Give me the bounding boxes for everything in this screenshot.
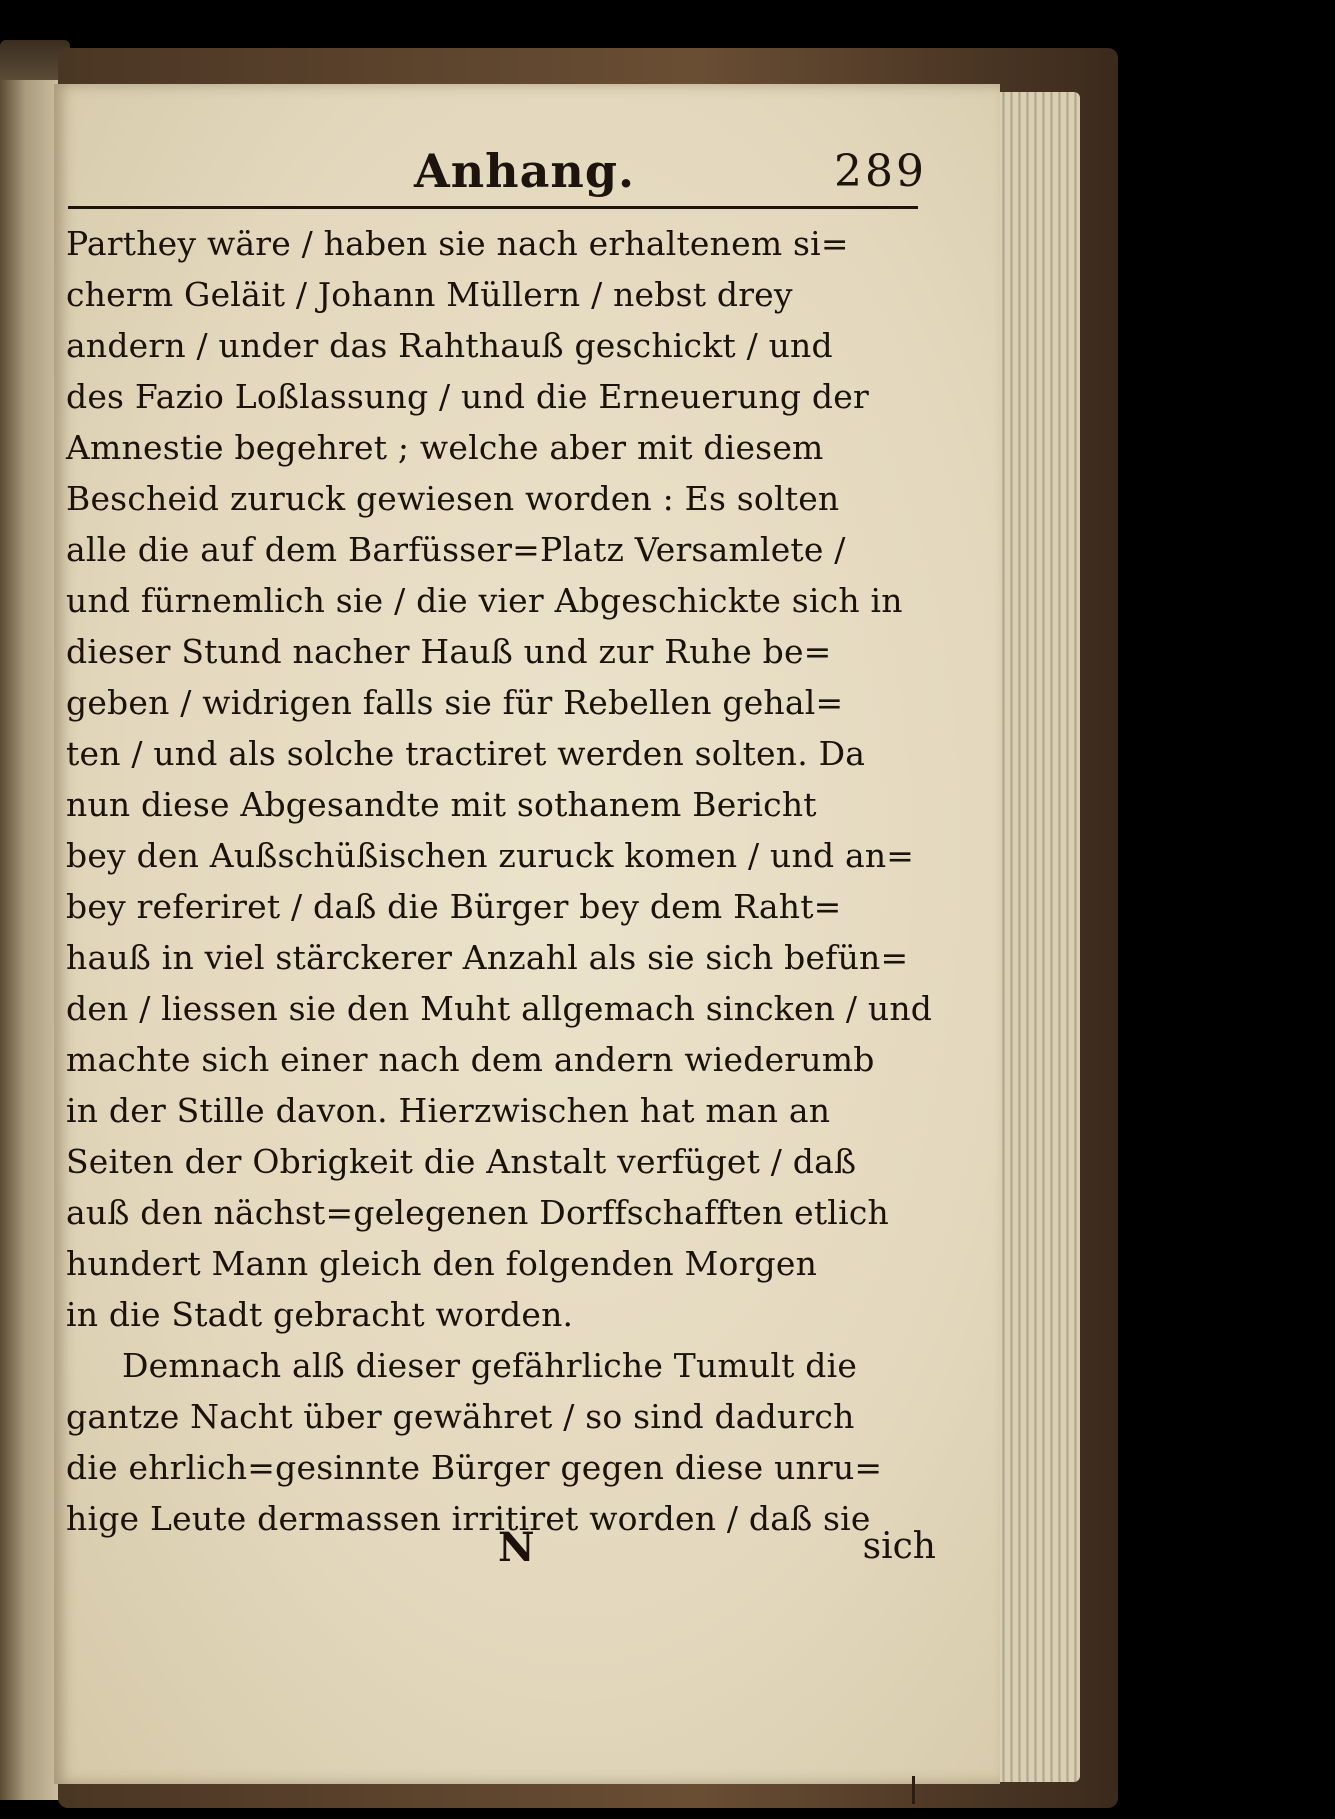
text-line: die ehrlich=gesinnte Bürger gegen diese unru=	[66, 1448, 883, 1487]
facing-page-edge	[0, 80, 62, 1800]
text-line: und fürnemlich sie / die vier Abgeschickte sich in	[66, 581, 903, 620]
text-line: den / liessen sie den Muht allgemach sincken / und	[66, 989, 933, 1028]
text-line: nun diese Abgesandte mit sothanem Bericht	[66, 785, 817, 824]
text-line: Demnach alß dieser gefährliche Tumult die	[122, 1346, 858, 1385]
running-head-title: Anhang.	[414, 144, 636, 198]
text-line: machte sich einer nach dem andern wiederumb	[66, 1040, 875, 1079]
text-line: dieser Stund nacher Hauß und zur Ruhe be=	[66, 632, 832, 671]
signature-mark: N	[498, 1524, 535, 1571]
text-line: cherm Geläit / Johann Müllern / nebst drey	[66, 275, 793, 314]
text-line: in der Stille davon. Hierzwischen hat man an	[66, 1091, 831, 1130]
text-line: alle die auf dem Barfüsser=Platz Versamlete /	[66, 530, 846, 569]
text-line: andern / under das Rahthauß geschickt / und	[66, 326, 833, 365]
body-text	[66, 218, 946, 1544]
page-number: 289	[834, 146, 927, 197]
text-line: Amnestie begehret ; welche aber mit diesem	[66, 428, 824, 467]
text-line: in die Stadt gebracht worden.	[66, 1295, 574, 1334]
running-head	[414, 144, 954, 204]
page-edge-tick	[912, 1776, 915, 1804]
text-line: Seiten der Obrigkeit die Anstalt verfüget / daß	[66, 1142, 857, 1181]
text-line: hundert Mann gleich den folgenden Morgen	[66, 1244, 818, 1283]
text-line: Bescheid zuruck gewiesen worden : Es solten	[66, 479, 840, 518]
text-line: bey den Außschüßischen zuruck komen / und an=	[66, 836, 915, 875]
footer-line	[66, 1524, 936, 1584]
text-line: hige Leute dermassen irritiret worden / daß sie	[66, 1499, 871, 1538]
text-line: Parthey wäre / haben sie nach erhaltenem si=	[66, 224, 849, 263]
book-page	[54, 84, 1000, 1784]
text-line: gantze Nacht über gewähret / so sind dadurch	[66, 1397, 855, 1436]
text-line: bey referiret / daß die Bürger bey dem Raht=	[66, 887, 842, 926]
page-edges	[990, 92, 1080, 1782]
text-line: ten / und als solche tractiret werden solten. Da	[66, 734, 866, 773]
catchword: sich	[862, 1526, 936, 1567]
head-rule	[68, 206, 918, 209]
text-line: des Fazio Loßlassung / und die Erneuerung der	[66, 377, 869, 416]
text-line: geben / widrigen falls sie für Rebellen gehal=	[66, 683, 844, 722]
text-line: hauß in viel stärckerer Anzahl als sie sich befün=	[66, 938, 909, 977]
text-line: auß den nächst=gelegenen Dorffschafften etlich	[66, 1193, 889, 1232]
